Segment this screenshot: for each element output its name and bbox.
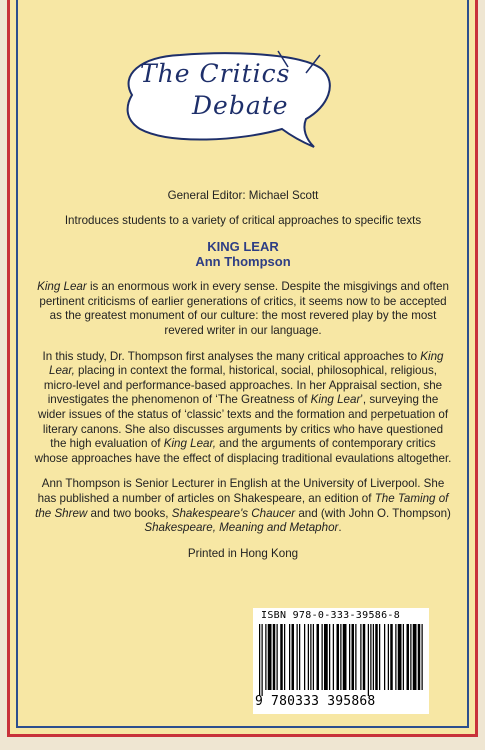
italic-title: Shakespeare's Chaucer [171, 506, 296, 520]
back-cover-text [34, 189, 452, 561]
paragraph-text: and the arguments of contemporary critics whose approaches have the effect of displacing traditional evaulations altogether. [34, 437, 452, 465]
barcode-bar [384, 624, 385, 690]
paragraph-text: and (with John O. Thompson) [295, 506, 451, 520]
barcode-bar [349, 624, 350, 690]
paragraph-text: Ann Thompson is Senior Lecturer in English at the University of Liverpool. She has published a number of articles on Shakespeare, an edition of [37, 477, 445, 505]
paragraph-3 [34, 477, 452, 535]
paragraph-2 [34, 350, 452, 467]
barcode-bar [308, 624, 309, 690]
barcode-bar [324, 624, 328, 690]
barcode-bar [373, 624, 374, 690]
barcode-bar [284, 624, 285, 690]
barcode-bar [395, 624, 396, 690]
barcode-bar [265, 624, 266, 690]
barcode-bar [297, 624, 298, 690]
logo-line2: Debate [192, 91, 289, 120]
barcode-bar [292, 624, 295, 690]
book-author: Ann Thompson [195, 254, 291, 270]
general-editor: General Editor: Michael Scott [167, 189, 319, 202]
barcode-bar [304, 624, 305, 690]
series-logo [110, 45, 340, 185]
barcode-bar [422, 624, 423, 690]
barcode-bar [313, 624, 314, 690]
barcode-bar [322, 624, 323, 690]
barcode-bar [317, 624, 320, 690]
barcode-bar [370, 624, 371, 690]
paragraph-text: placing in context the formal, historical, social, philosophical, religious, micro-level and performance-based approaches. In her Appraisal section, she investigates the phenomenon of ‘The Greatness of [43, 364, 443, 407]
barcode-bar [259, 624, 260, 696]
logo-line1: The Critics [140, 59, 291, 88]
paragraph-text: ’, surveying the wider issues of the status of ‘classic’ texts and the formation and perpetuation of literary canons. She also discusses arguments by critics who have questioned the high evaluation of [37, 393, 449, 451]
isbn-label: ISBN 978-0-333-39586-8 [261, 610, 401, 621]
barcode-bar [410, 624, 411, 690]
barcode-bar [268, 624, 272, 690]
italic-title: King Lear, [49, 349, 444, 378]
barcode-number: 9 780333 395868 [255, 694, 376, 709]
barcode-bar [343, 624, 347, 690]
paragraph-text: In this study, Dr. Thompson first analyses the many critical approaches to [42, 349, 421, 363]
barcode-bar [277, 624, 278, 690]
barcode-bar [403, 624, 404, 690]
paragraph-text: is an enormous work in every sense. Despite the misgivings and often pertinent criticisms of earlier generations of critics, it seems now to be accepted as the greatest monument of our culture: the most revered play by the most revered writer in our language. [39, 280, 449, 337]
barcode-bar [388, 624, 389, 690]
barcode-bar [407, 624, 410, 690]
barcode-bar [390, 624, 393, 690]
barcode-bar [333, 624, 334, 690]
italic-title: King Lear, [163, 437, 216, 451]
barcode-bar [413, 624, 417, 690]
barcode-bar [398, 624, 402, 690]
barcode-bar [329, 624, 330, 690]
paragraph-1 [34, 280, 452, 338]
barcode-bar [310, 624, 311, 690]
barcode-bar [289, 624, 290, 690]
barcode-bar [368, 624, 369, 696]
barcode-bar [337, 624, 340, 690]
barcode-bar [355, 624, 356, 690]
barcode-bar [273, 624, 276, 690]
paragraph-text: . [338, 521, 342, 535]
printed-in: Printed in Hong Kong [187, 546, 299, 560]
barcode-bar [418, 624, 421, 690]
italic-title: The Taming of the Shrew [35, 491, 449, 520]
barcode-bar [360, 624, 361, 690]
barcode-bar [280, 624, 283, 690]
barcode-bars [257, 624, 425, 696]
paragraph-text: and two books, [87, 506, 172, 520]
series-intro: Introduces students to a variety of critical approaches to specific texts [64, 213, 422, 227]
barcode [253, 608, 429, 714]
barcode-bar [340, 624, 341, 690]
barcode-bar [352, 624, 355, 690]
barcode-bar [375, 624, 378, 690]
italic-title: King Lear [37, 280, 87, 294]
barcode-bar [379, 624, 380, 690]
barcode-bar [262, 624, 263, 696]
barcode-bar [363, 624, 366, 690]
book-title: KING LEAR [207, 239, 279, 255]
italic-title: King Lear [310, 393, 361, 407]
barcode-bar [299, 624, 300, 690]
italic-title: Shakespeare, Meaning and Metaphor [144, 521, 339, 535]
